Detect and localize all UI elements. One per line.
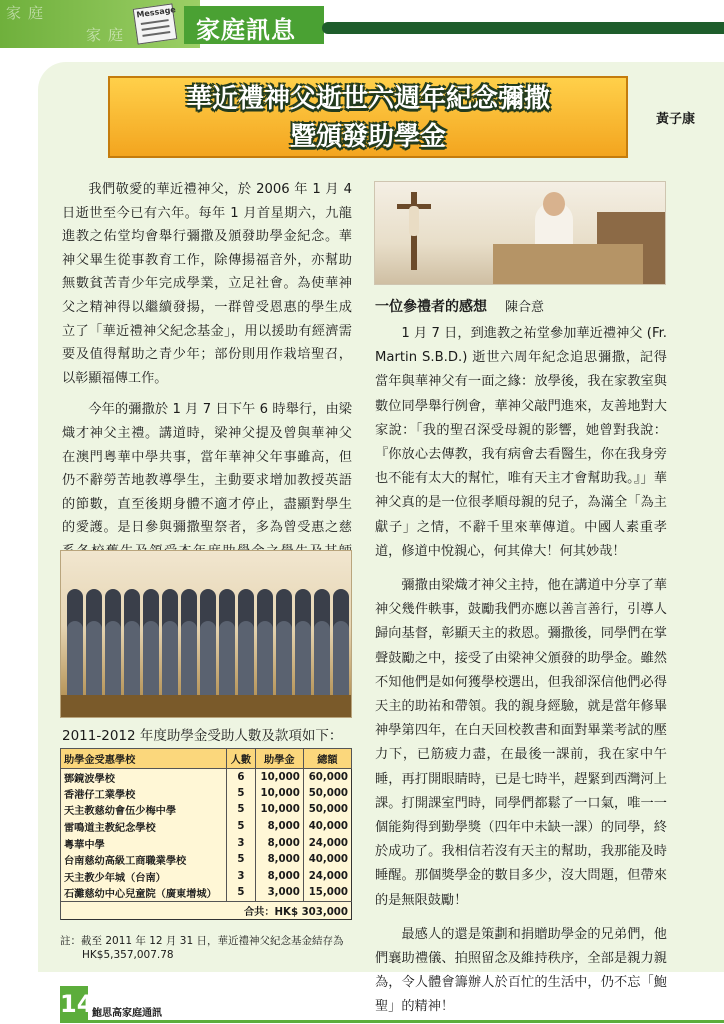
pattern-char: 家 [86, 26, 102, 44]
footer-line [60, 1020, 724, 1023]
reflection-title: 一位參禮者的感想 [375, 299, 487, 315]
floor [61, 695, 351, 717]
article-title-box [108, 76, 628, 158]
table-cell: 天主教慈幼會伍少梅中學 [61, 802, 227, 819]
table-row [61, 818, 352, 835]
paragraph: 今年的彌撒於 1 月 7 日下午 6 時舉行，由梁熾才神父主禮。講道時，梁神父提及曾與華神父在澳門粵華中學共事，當年華神父年事雖高，但仍不辭勞苦地教導學生，主動要求增加教授英語的節數，直至後期身體不適才停止，盡顯對學生的愛護。是日參與彌撒聖祭者，多為曾受惠之慈 [62, 402, 352, 536]
article-title-line2: 暨頒發助學金 [289, 122, 446, 152]
table-row [61, 885, 352, 902]
table-cell: 3 [227, 835, 255, 852]
section-title: 家庭訊息 [196, 16, 296, 44]
table-header-row [61, 749, 352, 769]
table-cell: 5 [227, 785, 255, 802]
note-line: 註：截至 2011 年 12 月 31 日，華近禮神父紀念基金結存為 [60, 935, 344, 947]
right-column [375, 296, 667, 1020]
table-cell: 10,000 [255, 802, 303, 819]
page-header [0, 0, 724, 48]
table-cell: 3 [227, 868, 255, 885]
table-row [61, 868, 352, 885]
article-title-line1: 華近禮神父逝世六週年紀念彌撒 [185, 84, 550, 114]
table-cell: 鄧鏡波學校 [61, 769, 227, 786]
table-cell: 10,000 [255, 785, 303, 802]
table-cell: 石灘慈幼中心兒童院（廣東增城） [61, 885, 227, 902]
note-amount: HK$5,357,007.78 [82, 949, 174, 961]
table-cell: 5 [227, 851, 255, 868]
table-cell: 5 [227, 802, 255, 819]
header-bar [322, 22, 724, 34]
message-icon [133, 3, 178, 44]
reflection-author: 陳合意 [505, 300, 545, 315]
table-cell: 粵華中學 [61, 835, 227, 852]
left-column [62, 178, 352, 587]
paragraph: 最感人的還是策劃和捐贈助學金的兄弟們，他們襄助禮儀、拍照留念及維持秩序，全部是親力親為，令人體會籌辦人於百忙的生活中，仍不忘「鮑聖」的精神！ [375, 926, 667, 1015]
mass-photo [374, 181, 666, 285]
table-cell: 50,000 [303, 802, 351, 819]
table-cell: 8,000 [255, 851, 303, 868]
table-cell: 40,000 [303, 851, 351, 868]
table-cell: 5 [227, 885, 255, 902]
column-header: 助學金受惠學校 [61, 749, 227, 769]
table-cell: 8,000 [255, 818, 303, 835]
priest-head [543, 192, 565, 216]
table-row [61, 802, 352, 819]
table-cell: 天主教少年城（台南） [61, 868, 227, 885]
group-row-front [67, 621, 349, 701]
table-row [61, 851, 352, 868]
page-number: 14 [60, 986, 88, 1022]
table-cell: 6 [227, 769, 255, 786]
table-total: 合共：HK$ 303,000 [61, 901, 352, 919]
table-cell: 24,000 [303, 835, 351, 852]
pattern-char: 庭 [108, 26, 124, 44]
table-total-row [61, 901, 352, 919]
column-header: 總額 [303, 749, 351, 769]
reflection-heading [375, 296, 667, 316]
column-header: 助學金 [255, 749, 303, 769]
pattern-char: 庭 [28, 4, 44, 22]
grant-table [60, 748, 352, 920]
message-icon-label: Message [135, 5, 177, 20]
table-cell: 10,000 [255, 769, 303, 786]
fund-note [60, 934, 360, 962]
paragraph: 彌撒由梁熾才神父主持，他在講道中分享了華神父幾件軼事，鼓勵我們亦應以善言善行，引導人歸向基督，彰顯天主的救恩。彌撒後，同學們在掌聲鼓勵之中，接受了由梁神父頒發的助學金。雖然不知他們是如何獲學校選出，但我卻深信他們必得天主的助祐和帶領。我的親身經驗，就是當年修畢神學第四年，在白天回校教書和面對畢業考試的壓力下，已筋疲力盡，在最後一課前，我在家中午睡，再打開眼睛時，已是七時半，趕緊到西灣河上課。打開課室門時，同學們都鬆了一口氣，唯一一個能夠得到勤學獎（四年中未缺一課）的同學，終於成功了。我相信若沒有天主的幫助，我那能及時睡醒。那個獎學金的數目多少，沒大問題，但帶來的是無限鼓勵！ [375, 578, 667, 908]
table-cell: 5 [227, 818, 255, 835]
table-row [61, 769, 352, 786]
table-title: 2011-2012 年度助學金受助人數及款項如下： [62, 728, 343, 744]
article-author: 黃子康 [656, 112, 696, 127]
table-cell: 雷鳴道主教紀念學校 [61, 818, 227, 835]
lectern [493, 244, 643, 285]
table-cell: 3,000 [255, 885, 303, 902]
table-row [61, 835, 352, 852]
table-row [61, 785, 352, 802]
paragraph: 1 月 7 日，到進教之祐堂參加華近禮神父 (Fr. Martin S.B.D.) 逝世六周年紀念追思彌撒，記得當年與華神父有一面之緣：放學後，我在家教室與數位同學舉行例會，華神父敲門進來，友善地對大家說：「我的聖召深受母親的影響，她曾對我說：『你放心去傳教，我有病會去看醫生，你在我身旁也不能有太大的幫忙，唯有天主才會幫助我。』」華神父真的是一位很孝順母親的兒子，為滿全「為主獻子」之情，不辭千里來華傳道。中國人素重孝道，修道中悅親心，何其偉大！何其妙哉！ [375, 326, 667, 559]
paragraph: 我們敬愛的華近禮神父，於 2006 年 1 月 4 日逝世至今已有六年。每年 1 月首星期六，九龍進教之佑堂均會舉行彌撒及頒發助學金紀念。華神父畢生從事教育工作，除傳揚福音外，亦幫助無數貧苦青少年完成學業，立足社會。為使華神父之精神得以繼續發揚，一群曾受恩惠的學生成立了「華近禮神父紀念基金」，用以援助有經濟需要及值得幫助之青少年；部份則用作栽培聖召，以彰顯福傳工作。 [62, 182, 352, 386]
table-cell: 50,000 [303, 785, 351, 802]
table-cell: 香港仔工業學校 [61, 785, 227, 802]
crucifix-figure [409, 206, 419, 236]
table-cell: 40,000 [303, 818, 351, 835]
publication-name: 鮑思高家庭通訊 [92, 1008, 162, 1019]
group-photo [60, 550, 352, 718]
pattern-char: 家 [6, 4, 22, 22]
table-cell: 台南慈幼高級工商職業學校 [61, 851, 227, 868]
table-cell: 8,000 [255, 835, 303, 852]
table-cell: 8,000 [255, 868, 303, 885]
column-header: 人數 [227, 749, 255, 769]
table-cell: 24,000 [303, 868, 351, 885]
table-cell: 15,000 [303, 885, 351, 902]
table-cell: 60,000 [303, 769, 351, 786]
